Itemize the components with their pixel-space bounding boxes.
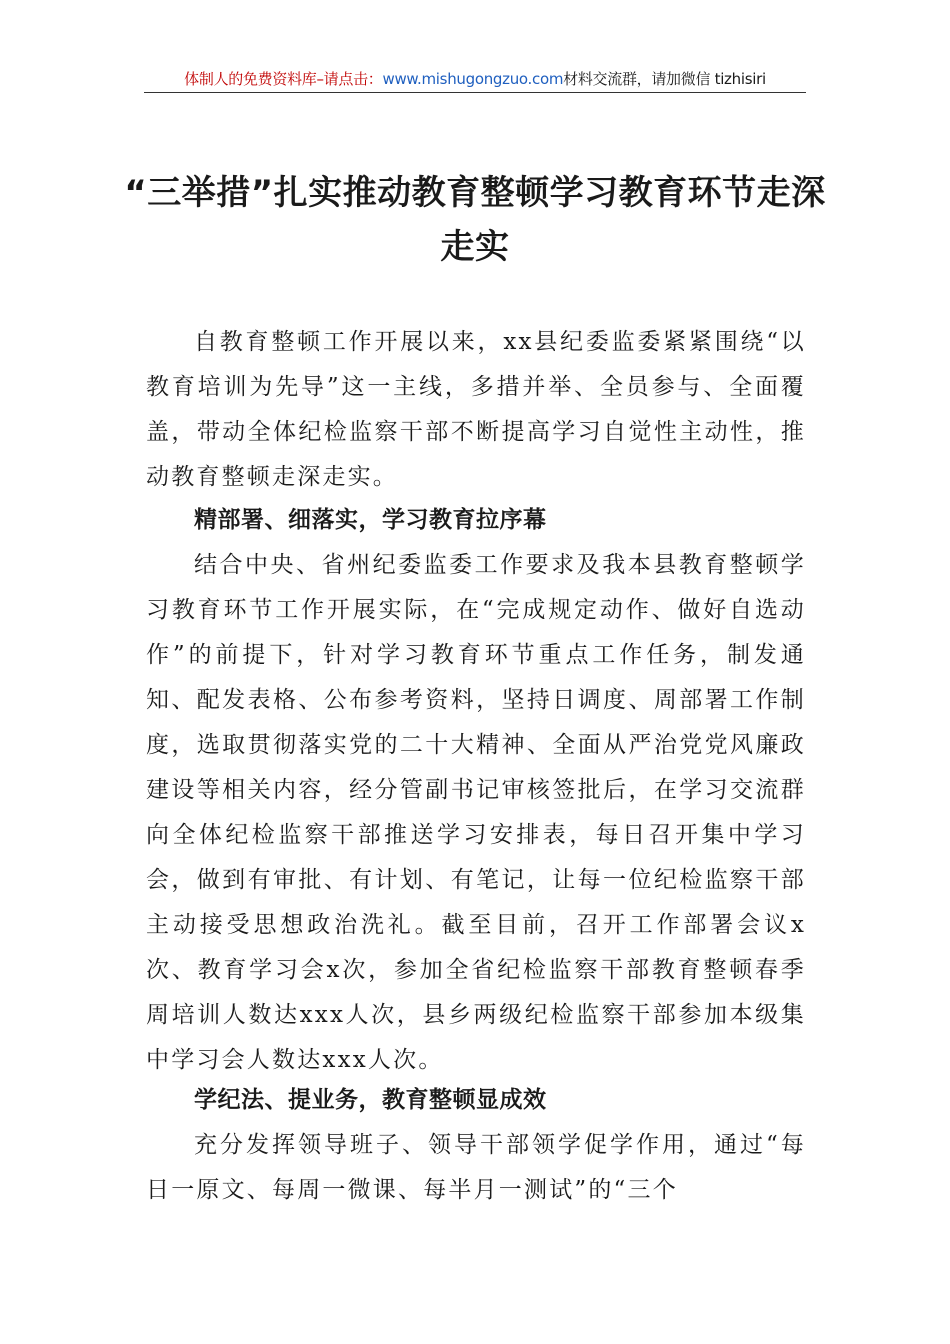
paragraph-text: 自教育整顿工作开展以来，xx县纪委监委紧紧围绕“以教育培训为先导”这一主线，多措并举、全员参与、全面覆盖，带动全体纪检监察干部不断提高学习自觉性主动性，推动教育整顿走深走实。 bbox=[146, 329, 806, 490]
section-heading-1: 精部署、细落实，学习教育拉序幕 bbox=[194, 507, 547, 533]
body-paragraph-3 bbox=[146, 1123, 806, 1213]
body-paragraph-2 bbox=[146, 543, 806, 1083]
body-paragraph-1 bbox=[146, 320, 806, 500]
document-title: “三举措”扎实推动教育整顿学习教育环节走深走实 bbox=[124, 173, 826, 267]
header-contact: 材料交流群，请加微信 tizhisiri bbox=[563, 70, 766, 88]
header-link[interactable]: www.mishugongzuo.com bbox=[382, 70, 564, 88]
header-brand: 体制人的免费资料库 bbox=[184, 70, 317, 88]
header-separator: –请点击： bbox=[316, 70, 383, 88]
paragraph-text: 结合中央、省州纪委监委工作要求及我本县教育整顿学习教育环节工作开展实际，在“完成规定动作、做好自选动作”的前提下，针对学习教育环节重点工作任务，制发通知、配发表格、公布参考资料，坚持日调度、周部署工作制度，选取贯彻落实党的二十大精神、全面从严治党党风廉政建设等相关内容，经分管副书记审核签批后，在学习交流群向全体纪检监察干部推送学习安排表，每日召开集中学习会，做到有审批、有计划、有笔记，让每一位纪检监察干部主动接受思想政治洗礼。截至目前，召开工作部署会议x次、教育学习会x次，参加全省纪检监察干部教育整顿春季周培训人数达xxx人次，县乡两级纪检监察干部参加本级集中学习会人数达xxx人次。 bbox=[146, 552, 806, 1073]
page-header bbox=[144, 66, 806, 93]
section-heading-2: 学纪法、提业务，教育整顿显成效 bbox=[194, 1087, 547, 1113]
paragraph-text: 充分发挥领导班子、领导干部领学促学作用，通过“每日一原文、每周一微课、每半月一测试”的“三个 bbox=[146, 1132, 806, 1203]
